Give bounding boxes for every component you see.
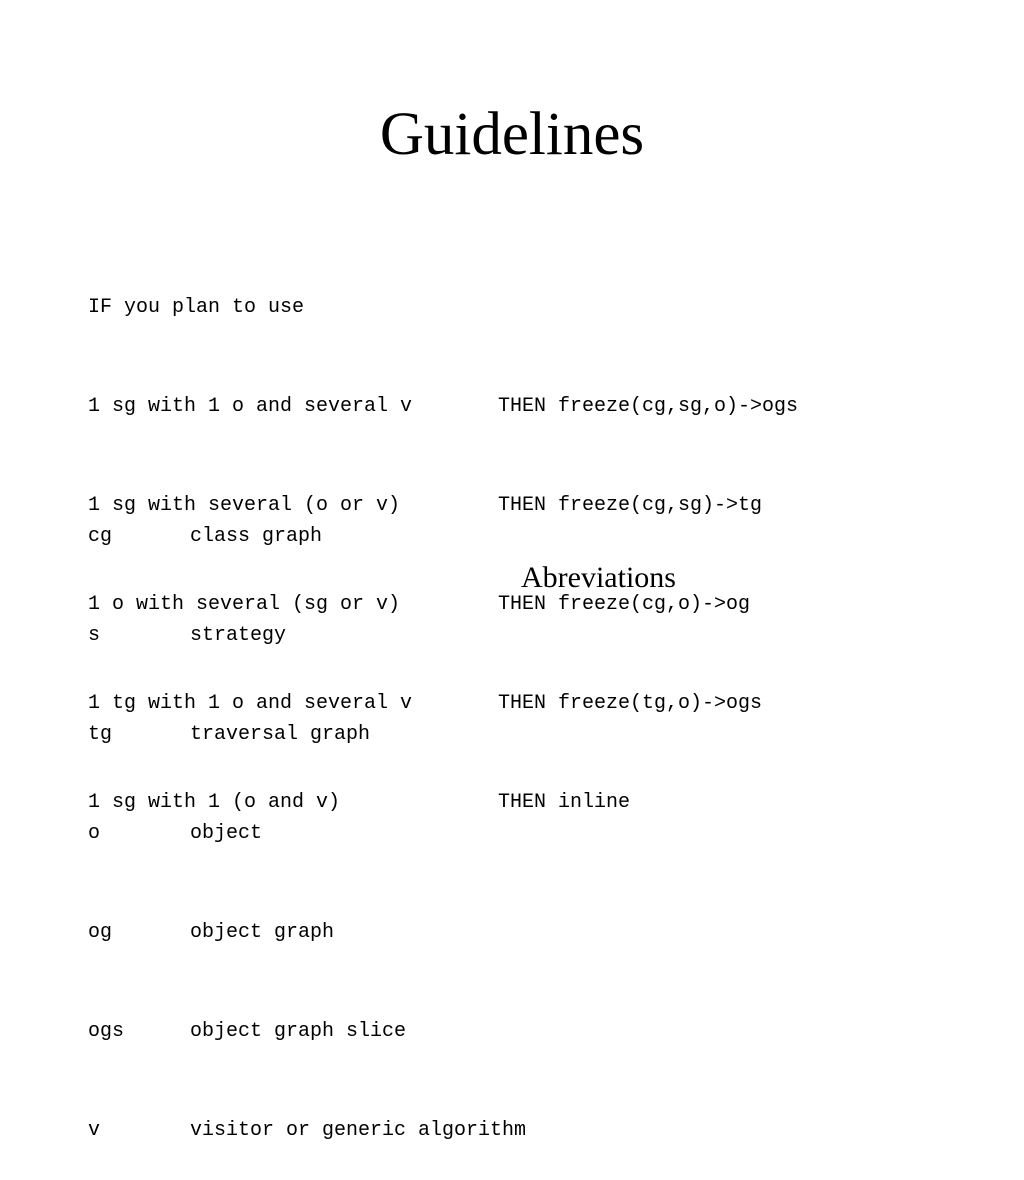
rules-header-text: IF you plan to use (88, 296, 305, 319)
abbreviation-key: og (88, 921, 113, 944)
abbreviation-value: object graph slice (190, 1020, 407, 1043)
abbreviation-item (88, 1114, 526, 1147)
abbreviation-item (88, 1015, 526, 1048)
abbreviation-key: v (88, 1119, 101, 1142)
abbreviation-value: object (190, 822, 263, 845)
slide-title: Guidelines (379, 101, 645, 168)
rule-row (88, 390, 798, 423)
abbreviation-value: traversal graph (190, 723, 371, 746)
abbreviations-caption: Abreviations (521, 561, 676, 594)
abbreviation-value: class graph (190, 525, 323, 548)
abbreviation-key: o (88, 822, 101, 845)
rule-condition: 1 sg with several (o or v) (88, 494, 401, 517)
abbreviation-value: visitor or generic algorithm (190, 1119, 527, 1142)
rules-header (88, 291, 798, 324)
abbreviation-key: cg (88, 525, 113, 548)
abbreviation-key: s (88, 624, 101, 647)
rule-action: THEN freeze(cg,o)->og (498, 593, 751, 616)
abbreviation-list (88, 454, 526, 1180)
rule-condition: 1 sg with 1 (o and v) (88, 791, 341, 814)
abbreviation-item (88, 718, 526, 751)
rule-action: THEN freeze(cg,sg,o)->ogs (498, 395, 799, 418)
abbreviation-key: ogs (88, 1020, 125, 1043)
abbreviation-item (88, 817, 526, 850)
abbreviation-item (88, 520, 526, 553)
rule-condition: 1 tg with 1 o and several v (88, 692, 413, 715)
abbreviation-item (88, 916, 526, 949)
abbreviation-value: object graph (190, 921, 335, 944)
rule-action: THEN inline (498, 791, 631, 814)
rule-action: THEN freeze(tg,o)->ogs (498, 692, 763, 715)
abbreviation-key: tg (88, 723, 113, 746)
rule-condition: 1 sg with 1 o and several v (88, 395, 413, 418)
abbreviation-value: strategy (190, 624, 287, 647)
rule-action: THEN freeze(cg,sg)->tg (498, 494, 763, 517)
abbreviation-item (88, 619, 526, 652)
rule-condition: 1 o with several (sg or v) (88, 593, 401, 616)
